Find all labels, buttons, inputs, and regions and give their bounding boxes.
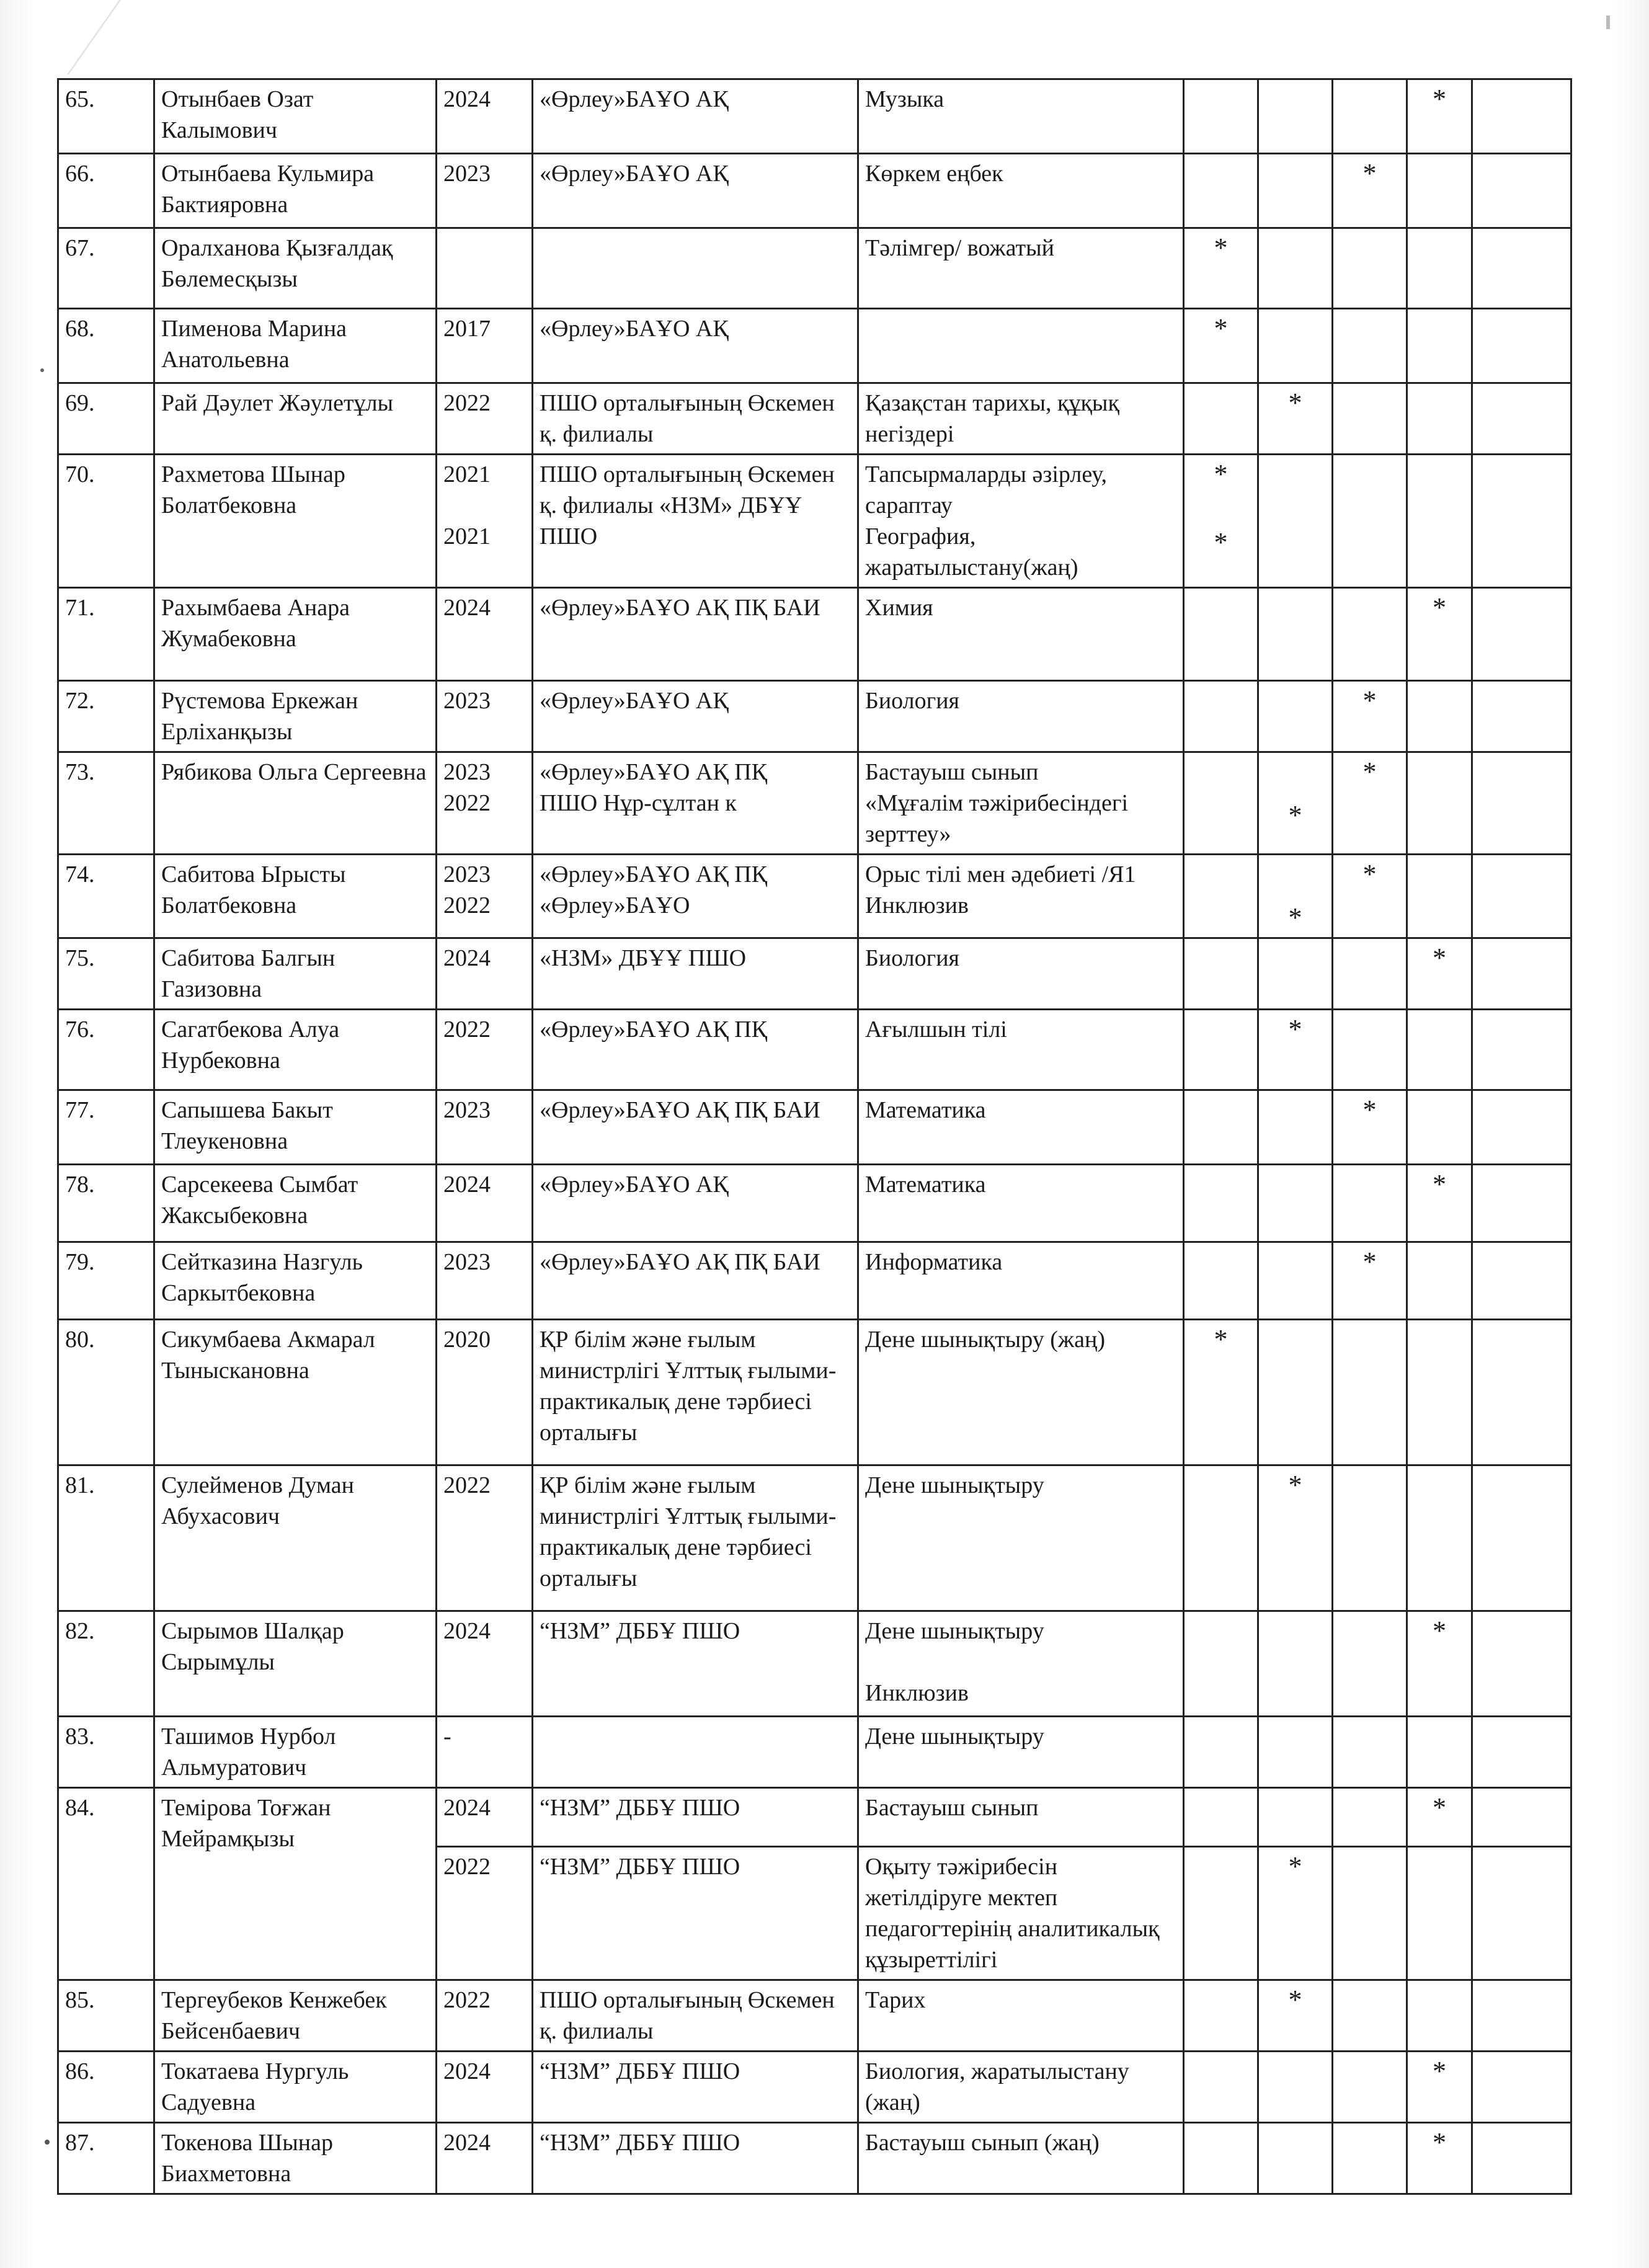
mark-asterisk: * [1362, 685, 1377, 716]
mark-cell-col-3 [1333, 1090, 1407, 1165]
training-organization: «Өрлеу»БАҰО АҚ [533, 309, 858, 383]
subject: Дене шынықтыру [858, 1465, 1184, 1611]
training-organization: ҚР білім және ғылым министрлігі Ұлттық ғылыми-практикалық дене тәрбиесі орталығы [533, 1320, 858, 1465]
mark-cell-col-3 [1333, 455, 1407, 588]
table-row [58, 2123, 1571, 2194]
mark-cell-col-5 [1472, 228, 1571, 309]
training-organization: “НЗМ” ДББҰ ПШО [533, 1847, 858, 1980]
mark-cell-col-3 [1333, 1465, 1407, 1611]
teacher-name: Сагатбекова Алуа Нурбековна [154, 1010, 437, 1090]
mark-cell-col-4 [1407, 1320, 1472, 1465]
mark-cell-col-5 [1472, 1242, 1571, 1320]
subject: Тәлімгер/ вожатый [858, 228, 1184, 309]
table-row [58, 681, 1571, 752]
teacher-name: Пименова Марина Анатольевна [154, 309, 437, 383]
course-year: 2017 [437, 309, 533, 383]
mark-cell-col-4 [1407, 1010, 1472, 1090]
training-organization: “НЗМ” ДББҰ ПШО [533, 1611, 858, 1717]
teacher-name: Оралханова Қызғалдақ Бөлемесқызы [154, 228, 437, 309]
table-row [58, 2052, 1571, 2123]
teacher-name: Сабитова Балгын Газизовна [154, 938, 437, 1010]
subject: Дене шынықтыру [858, 1717, 1184, 1788]
row-number: 65. [58, 79, 154, 154]
mark-cell-col-1 [1184, 1847, 1258, 1980]
course-year: 2023 2022 [437, 752, 533, 855]
table-row [58, 1242, 1571, 1320]
subject: Бастауыш сынып «Мұғалім тәжірибесіндегі зерттеу» [858, 752, 1184, 855]
table-row [58, 1090, 1571, 1165]
teacher-name: Рай Дәулет Жәулетұлы [154, 383, 437, 455]
scan-speck [45, 2140, 50, 2145]
table-row [58, 455, 1571, 588]
mark-cell-col-2 [1258, 1010, 1333, 1090]
mark-asterisk: * [1288, 1014, 1302, 1044]
mark-cell-col-5 [1472, 681, 1571, 752]
mark-cell-col-1 [1184, 1320, 1258, 1465]
mark-cell-col-3 [1333, 1242, 1407, 1320]
mark-cell-col-1 [1184, 2123, 1258, 2194]
mark-cell-col-2 [1258, 2052, 1333, 2123]
mark-cell-col-3 [1333, 1611, 1407, 1717]
teacher-name: Сырымов Шалқар Сырымұлы [154, 1611, 437, 1717]
subject: Дене шынықтыру Инклюзив [858, 1611, 1184, 1717]
subject: Көркем еңбек [858, 154, 1184, 228]
mark-cell-col-3 [1333, 1165, 1407, 1242]
table-row [58, 1165, 1571, 1242]
row-number: 70. [58, 455, 154, 588]
mark-cell-col-1 [1184, 309, 1258, 383]
course-year: 2024 [437, 938, 533, 1010]
training-organization [533, 228, 858, 309]
training-organization: ҚР білім және ғылым министрлігі Ұлттық ғылыми-практикалық дене тәрбиесі орталығы [533, 1465, 858, 1611]
mark-cell-col-5 [1472, 1847, 1571, 1980]
mark-cell-col-2 [1258, 455, 1333, 588]
training-organization: “НЗМ” ДББҰ ПШО [533, 2123, 858, 2194]
mark-cell-col-3 [1333, 855, 1407, 938]
mark-cell-col-1 [1184, 855, 1258, 938]
mark-cell-col-1 [1184, 1242, 1258, 1320]
teacher-name: Рахметова Шынар Болатбековна [154, 455, 437, 588]
table-row [58, 1788, 1571, 1847]
mark-asterisk: * [1362, 1095, 1377, 1125]
teacher-name: Сабитова Ырысты Болатбековна [154, 855, 437, 938]
row-number: 67. [58, 228, 154, 309]
mark-cell-col-3 [1333, 309, 1407, 383]
mark-cell-col-1 [1184, 154, 1258, 228]
course-year [437, 228, 533, 309]
course-year: 2022 [437, 1980, 533, 2052]
training-organization: «Өрлеу»БАҰО АҚ ПҚ «Өрлеу»БАҰО [533, 855, 858, 938]
mark-cell-col-5 [1472, 1611, 1571, 1717]
mark-cell-col-5 [1472, 1717, 1571, 1788]
mark-cell-col-4 [1407, 1165, 1472, 1242]
subject: Информатика [858, 1242, 1184, 1320]
training-organization: «Өрлеу»БАҰО АҚ ПҚ БАИ [533, 1090, 858, 1165]
course-year: - [437, 1717, 533, 1788]
mark-asterisk: * [1214, 313, 1228, 344]
mark-cell-col-4 [1407, 1847, 1472, 1980]
subject: Тапсырмаларды әзірлеу, сараптау География, жаратылыстану(жаң) [858, 455, 1184, 588]
mark-cell-col-1 [1184, 383, 1258, 455]
teacher-name: Сулейменов Думан Абухасович [154, 1465, 437, 1611]
mark-cell-col-3 [1333, 938, 1407, 1010]
row-number: 81. [58, 1465, 154, 1611]
mark-cell-col-1 [1184, 1165, 1258, 1242]
row-number: 75. [58, 938, 154, 1010]
mark-cell-col-2 [1258, 1090, 1333, 1165]
mark-cell-col-5 [1472, 855, 1571, 938]
mark-cell-col-5 [1472, 938, 1571, 1010]
mark-asterisk: * [1288, 902, 1302, 933]
subject: Бастауыш сынып [858, 1788, 1184, 1847]
mark-cell-col-4 [1407, 1788, 1472, 1847]
row-number: 66. [58, 154, 154, 228]
mark-asterisk: * [1433, 2056, 1446, 2086]
mark-cell-col-4 [1407, 1242, 1472, 1320]
mark-cell-col-5 [1472, 1165, 1571, 1242]
mark-cell-col-4 [1407, 1717, 1472, 1788]
row-number: 71. [58, 588, 154, 681]
teacher-name: Сейтказина Назгуль Саркытбековна [154, 1242, 437, 1320]
teacher-name: Темірова Тоғжан Мейрамқызы [154, 1788, 437, 1980]
table-row [58, 752, 1571, 855]
course-year: 2023 [437, 681, 533, 752]
table-row [58, 855, 1571, 938]
mark-cell-col-2 [1258, 588, 1333, 681]
subject: Химия [858, 588, 1184, 681]
mark-cell-col-5 [1472, 2052, 1571, 2123]
training-organization: «Өрлеу»БАҰО АҚ [533, 79, 858, 154]
mark-cell-col-5 [1472, 2123, 1571, 2194]
table-row [58, 1980, 1571, 2052]
mark-cell-col-2 [1258, 1165, 1333, 1242]
subject: Биология, жаратылыстану (жаң) [858, 2052, 1184, 2123]
training-organization: «Өрлеу»БАҰО АҚ [533, 681, 858, 752]
training-organization: «Өрлеу»БАҰО АҚ ПҚ [533, 1010, 858, 1090]
mark-cell-col-2 [1258, 1847, 1333, 1980]
mark-cell-col-2 [1258, 383, 1333, 455]
mark-asterisk: * [1288, 1985, 1302, 2015]
row-number: 72. [58, 681, 154, 752]
subject: Биология [858, 681, 1184, 752]
mark-asterisk: * [1288, 800, 1302, 830]
mark-cell-col-1 [1184, 1611, 1258, 1717]
mark-cell-col-4 [1407, 1465, 1472, 1611]
teacher-name: Сапышева Бакыт Тлеукеновна [154, 1090, 437, 1165]
table-row [58, 1010, 1571, 1090]
mark-cell-col-2 [1258, 1980, 1333, 2052]
subject: Орыс тілі мен әдебиеті /Я1 Инклюзив [858, 855, 1184, 938]
mark-cell-col-4 [1407, 154, 1472, 228]
scan-speck [40, 368, 44, 372]
mark-cell-col-2 [1258, 1320, 1333, 1465]
mark-cell-col-3 [1333, 79, 1407, 154]
training-organization: «Өрлеу»БАҰО АҚ ПҚ ПШО Нұр-сұлтан к [533, 752, 858, 855]
mark-asterisk: * [1288, 1851, 1302, 1882]
mark-asterisk: * [1433, 2127, 1446, 2158]
row-number: 79. [58, 1242, 154, 1320]
course-year: 2022 [437, 1465, 533, 1611]
mark-asterisk: * [1214, 1324, 1228, 1354]
mark-cell-col-3 [1333, 1717, 1407, 1788]
mark-cell-col-2 [1258, 1788, 1333, 1847]
table-row [58, 1465, 1571, 1611]
mark-cell-col-4 [1407, 2052, 1472, 2123]
course-year: 2024 [437, 2052, 533, 2123]
mark-cell-col-5 [1472, 1980, 1571, 2052]
mark-cell-col-2 [1258, 681, 1333, 752]
mark-cell-col-5 [1472, 309, 1571, 383]
mark-cell-col-2 [1258, 855, 1333, 938]
subject [858, 309, 1184, 383]
mark-asterisk: * [1288, 1470, 1302, 1500]
mark-asterisk: * [1433, 1169, 1446, 1199]
row-number: 69. [58, 383, 154, 455]
mark-cell-col-4 [1407, 588, 1472, 681]
mark-cell-col-4 [1407, 383, 1472, 455]
training-organization: ПШО орталығының Өскемен қ. филиалы [533, 1980, 858, 2052]
mark-asterisk: * [1214, 459, 1228, 489]
course-year: 2022 [437, 1010, 533, 1090]
course-year: 2023 [437, 1242, 533, 1320]
mark-cell-col-1 [1184, 228, 1258, 309]
mark-cell-col-4 [1407, 455, 1472, 588]
training-organization: ПШО орталығының Өскемен қ. филиалы «НЗМ» ДБҰҰ ПШО [533, 455, 858, 588]
mark-cell-col-3 [1333, 681, 1407, 752]
mark-cell-col-3 [1333, 1788, 1407, 1847]
mark-cell-col-5 [1472, 1090, 1571, 1165]
mark-cell-col-5 [1472, 1320, 1571, 1465]
course-year: 2022 [437, 1847, 533, 1980]
mark-cell-col-2 [1258, 154, 1333, 228]
mark-cell-col-3 [1333, 2123, 1407, 2194]
table-row [58, 1717, 1571, 1788]
teacher-name: Токатаева Нургуль Садуевна [154, 2052, 437, 2123]
table-row [58, 228, 1571, 309]
row-number: 68. [58, 309, 154, 383]
mark-cell-col-4 [1407, 79, 1472, 154]
mark-cell-col-3 [1333, 1320, 1407, 1465]
course-year: 2024 [437, 79, 533, 154]
table-row [58, 1611, 1571, 1717]
mark-cell-col-4 [1407, 1611, 1472, 1717]
mark-cell-col-1 [1184, 79, 1258, 154]
mark-cell-col-3 [1333, 228, 1407, 309]
subject: Бастауыш сынып (жаң) [858, 2123, 1184, 2194]
mark-asterisk: * [1362, 859, 1377, 889]
table-row [58, 938, 1571, 1010]
mark-asterisk: * [1214, 233, 1228, 263]
mark-cell-col-2 [1258, 2123, 1333, 2194]
mark-cell-col-2 [1258, 752, 1333, 855]
mark-cell-col-4 [1407, 1980, 1472, 2052]
course-year: 2024 [437, 1788, 533, 1847]
mark-cell-col-4 [1407, 228, 1472, 309]
row-number: 83. [58, 1717, 154, 1788]
course-year: 2023 [437, 1090, 533, 1165]
mark-cell-col-1 [1184, 752, 1258, 855]
mark-cell-col-1 [1184, 588, 1258, 681]
mark-asterisk: * [1214, 527, 1228, 558]
course-year: 2023 2022 [437, 855, 533, 938]
subject: Математика [858, 1090, 1184, 1165]
mark-cell-col-2 [1258, 1465, 1333, 1611]
mark-asterisk: * [1362, 757, 1377, 787]
subject: Ағылшын тілі [858, 1010, 1184, 1090]
teachers-training-table [57, 78, 1572, 2195]
table-row [58, 154, 1571, 228]
mark-asterisk: * [1433, 1616, 1446, 1646]
row-number: 85. [58, 1980, 154, 2052]
mark-cell-col-4 [1407, 938, 1472, 1010]
mark-cell-col-3 [1333, 383, 1407, 455]
mark-cell-col-5 [1472, 752, 1571, 855]
row-number: 73. [58, 752, 154, 855]
row-number: 77. [58, 1090, 154, 1165]
training-organization: «Өрлеу»БАҰО АҚ [533, 1165, 858, 1242]
mark-cell-col-3 [1333, 154, 1407, 228]
subject: Оқыту тәжірибесін жетілдіруге мектеп педагогтерінің аналитикалық құзыреттілігі [858, 1847, 1184, 1980]
course-year: 2024 [437, 1165, 533, 1242]
course-year: 2024 [437, 1611, 533, 1717]
row-number: 86. [58, 2052, 154, 2123]
course-year: 2020 [437, 1320, 533, 1465]
row-number: 82. [58, 1611, 154, 1717]
mark-cell-col-4 [1407, 309, 1472, 383]
teacher-name: Рахымбаева Анара Жумабековна [154, 588, 437, 681]
teacher-name: Отынбаев Озат Калымович [154, 79, 437, 154]
mark-asterisk: * [1433, 592, 1446, 623]
course-year: 2022 [437, 383, 533, 455]
row-number: 80. [58, 1320, 154, 1465]
teacher-name: Токенова Шынар Биахметовна [154, 2123, 437, 2194]
table-row [58, 309, 1571, 383]
mark-cell-col-5 [1472, 1788, 1571, 1847]
mark-asterisk: * [1362, 158, 1377, 189]
mark-cell-col-4 [1407, 752, 1472, 855]
training-organization: «Өрлеу»БАҰО АҚ ПҚ БАИ [533, 1242, 858, 1320]
mark-cell-col-2 [1258, 228, 1333, 309]
mark-asterisk: * [1433, 943, 1446, 973]
mark-cell-col-1 [1184, 1465, 1258, 1611]
teacher-name: Рябикова Ольга Сергеевна [154, 752, 437, 855]
mark-cell-col-5 [1472, 1465, 1571, 1611]
training-organization: “НЗМ” ДББҰ ПШО [533, 2052, 858, 2123]
teacher-name: Отынбаева Кульмира Бактияровна [154, 154, 437, 228]
mark-cell-col-4 [1407, 1090, 1472, 1165]
mark-asterisk: * [1433, 84, 1446, 114]
mark-cell-col-2 [1258, 79, 1333, 154]
subject: Музыка [858, 79, 1184, 154]
mark-cell-col-1 [1184, 1980, 1258, 2052]
mark-cell-col-3 [1333, 752, 1407, 855]
mark-cell-col-1 [1184, 1090, 1258, 1165]
mark-cell-col-1 [1184, 938, 1258, 1010]
mark-asterisk: * [1362, 1247, 1377, 1277]
teacher-name: Ташимов Нурбол Альмуратович [154, 1717, 437, 1788]
mark-cell-col-3 [1333, 1980, 1407, 2052]
teacher-name: Сикумбаева Акмарал Тыныскановна [154, 1320, 437, 1465]
row-number: 87. [58, 2123, 154, 2194]
mark-cell-col-1 [1184, 681, 1258, 752]
mark-asterisk: * [1433, 1792, 1446, 1823]
mark-cell-col-4 [1407, 681, 1472, 752]
mark-asterisk: * [1288, 388, 1302, 418]
mark-cell-col-1 [1184, 2052, 1258, 2123]
mark-cell-col-4 [1407, 2123, 1472, 2194]
mark-cell-col-2 [1258, 1242, 1333, 1320]
subject: Математика [858, 1165, 1184, 1242]
mark-cell-col-3 [1333, 588, 1407, 681]
table-body [58, 79, 1571, 2194]
course-year: 2023 [437, 154, 533, 228]
mark-cell-col-4 [1407, 855, 1472, 938]
teacher-name: Рүстемова Еркежан Ерліханқызы [154, 681, 437, 752]
mark-cell-col-5 [1472, 455, 1571, 588]
course-year: 2024 [437, 588, 533, 681]
mark-cell-col-3 [1333, 1847, 1407, 1980]
row-number: 74. [58, 855, 154, 938]
subject: Дене шынықтыру (жаң) [858, 1320, 1184, 1465]
training-organization: «Өрлеу»БАҰО АҚ [533, 154, 858, 228]
scan-speck [1606, 16, 1610, 29]
course-year: 2024 [437, 2123, 533, 2194]
mark-cell-col-1 [1184, 1010, 1258, 1090]
teacher-name: Тергеубеков Кенжебек Бейсенбаевич [154, 1980, 437, 2052]
subject: Қазақстан тарихы, құқық негіздері [858, 383, 1184, 455]
subject: Тарих [858, 1980, 1184, 2052]
table-row [58, 383, 1571, 455]
table-row [58, 588, 1571, 681]
course-year: 2021 2021 [437, 455, 533, 588]
mark-cell-col-2 [1258, 309, 1333, 383]
mark-cell-col-3 [1333, 1010, 1407, 1090]
mark-cell-col-1 [1184, 1788, 1258, 1847]
training-organization: «Өрлеу»БАҰО АҚ ПҚ БАИ [533, 588, 858, 681]
teacher-name: Сарсекеева Сымбат Жаксыбековна [154, 1165, 437, 1242]
mark-cell-col-2 [1258, 1611, 1333, 1717]
mark-cell-col-1 [1184, 455, 1258, 588]
subject: Биология [858, 938, 1184, 1010]
training-organization: «НЗМ» ДБҰҰ ПШО [533, 938, 858, 1010]
mark-cell-col-5 [1472, 79, 1571, 154]
mark-cell-col-2 [1258, 1717, 1333, 1788]
mark-cell-col-5 [1472, 1010, 1571, 1090]
training-organization: “НЗМ” ДББҰ ПШО [533, 1788, 858, 1847]
mark-cell-col-1 [1184, 1717, 1258, 1788]
table-row [58, 79, 1571, 154]
training-organization: ПШО орталығының Өскемен қ. филиалы [533, 383, 858, 455]
row-number: 76. [58, 1010, 154, 1090]
mark-cell-col-3 [1333, 2052, 1407, 2123]
row-number: 84. [58, 1788, 154, 1980]
mark-cell-col-2 [1258, 938, 1333, 1010]
mark-cell-col-5 [1472, 154, 1571, 228]
mark-cell-col-5 [1472, 588, 1571, 681]
table-row [58, 1320, 1571, 1465]
training-organization [533, 1717, 858, 1788]
mark-cell-col-5 [1472, 383, 1571, 455]
row-number: 78. [58, 1165, 154, 1242]
